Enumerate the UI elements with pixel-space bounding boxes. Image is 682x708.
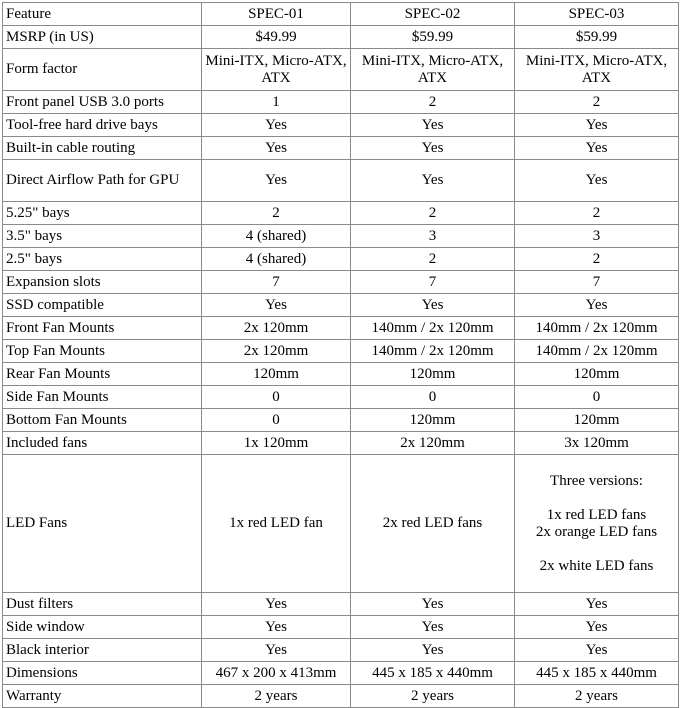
led-fan-option-line: Three versions: xyxy=(550,472,643,489)
spec-01-value: 4 (shared) xyxy=(202,248,351,271)
table-row xyxy=(3,294,679,317)
spec-03-value: 2 years xyxy=(515,685,679,708)
spec-01-value: Yes xyxy=(202,137,351,160)
feature-cell: Rear Fan Mounts xyxy=(3,363,202,386)
spec-02-value: Yes xyxy=(351,593,515,616)
spec-03-value: $59.99 xyxy=(515,26,679,49)
spec-03-value: 7 xyxy=(515,271,679,294)
table-row xyxy=(3,386,679,409)
spec-03-value: 3x 120mm xyxy=(515,432,679,455)
feature-cell: MSRP (in US) xyxy=(3,26,202,49)
header-row xyxy=(3,3,679,26)
feature-cell: Front Fan Mounts xyxy=(3,317,202,340)
feature-cell: Included fans xyxy=(3,432,202,455)
table-row xyxy=(3,248,679,271)
spec-03-value: 0 xyxy=(515,386,679,409)
table-row xyxy=(3,317,679,340)
spec-03-value: 3 xyxy=(515,225,679,248)
spec-02-value: Yes xyxy=(351,137,515,160)
spec-01-value: 0 xyxy=(202,386,351,409)
spec-01-value: Yes xyxy=(202,616,351,639)
spec-03-value: 2 xyxy=(515,248,679,271)
spec-03-value: 2 xyxy=(515,91,679,114)
feature-cell: 5.25" bays xyxy=(3,202,202,225)
led-fan-option-line xyxy=(518,541,675,558)
spec-03-value: Mini-ITX, Micro-ATX, ATX xyxy=(515,49,679,91)
feature-cell: Top Fan Mounts xyxy=(3,340,202,363)
table-row xyxy=(3,662,679,685)
spec-03-value: 120mm xyxy=(515,409,679,432)
spec-02-value: 2 xyxy=(351,202,515,225)
spec-02-value: 2 xyxy=(351,248,515,271)
spec-02-value: Mini-ITX, Micro-ATX, ATX xyxy=(351,49,515,91)
spec-comparison-table xyxy=(2,2,679,708)
feature-cell: Side Fan Mounts xyxy=(3,386,202,409)
spec-02-value: Yes xyxy=(351,616,515,639)
feature-cell: SSD compatible xyxy=(3,294,202,317)
feature-cell: Warranty xyxy=(3,685,202,708)
spec-01-value: Yes xyxy=(202,160,351,202)
spec-01-value: 1x red LED fan xyxy=(202,455,351,593)
spec-01-value: 2 years xyxy=(202,685,351,708)
feature-cell: LED Fans xyxy=(3,455,202,593)
spec-01-value: Yes xyxy=(202,114,351,137)
spec-03-value xyxy=(515,455,679,593)
spec-01-value: 1x 120mm xyxy=(202,432,351,455)
table-row xyxy=(3,593,679,616)
spec-03-value: Yes xyxy=(515,137,679,160)
spec-01-value: 4 (shared) xyxy=(202,225,351,248)
table-row xyxy=(3,137,679,160)
spec-02-value: 7 xyxy=(351,271,515,294)
spec-01-value: 0 xyxy=(202,409,351,432)
table-row xyxy=(3,160,679,202)
header-spec-01: SPEC-01 xyxy=(202,3,351,26)
table-row xyxy=(3,225,679,248)
spec-02-value: $59.99 xyxy=(351,26,515,49)
spec-03-value: Yes xyxy=(515,294,679,317)
spec-02-value: 2 xyxy=(351,91,515,114)
spec-01-value: Yes xyxy=(202,294,351,317)
spec-02-value: 2x red LED fans xyxy=(351,455,515,593)
feature-cell: Built-in cable routing xyxy=(3,137,202,160)
feature-cell: Side window xyxy=(3,616,202,639)
feature-cell: Expansion slots xyxy=(3,271,202,294)
spec-03-value: Yes xyxy=(515,616,679,639)
header-spec-02: SPEC-02 xyxy=(351,3,515,26)
table-row xyxy=(3,455,679,593)
led-fan-option-line: 2x white LED fans xyxy=(539,557,654,574)
feature-cell: Direct Airflow Path for GPU xyxy=(3,160,202,202)
feature-cell: Dimensions xyxy=(3,662,202,685)
feature-cell: Black interior xyxy=(3,639,202,662)
table-row xyxy=(3,616,679,639)
spec-02-value: 445 x 185 x 440mm xyxy=(351,662,515,685)
led-fan-option-line: 2x orange LED fans xyxy=(535,523,658,540)
led-fan-option-line: 1x red LED fans xyxy=(546,506,647,523)
spec-03-value: 140mm / 2x 120mm xyxy=(515,317,679,340)
led-fan-option-line xyxy=(518,490,675,507)
table-row xyxy=(3,363,679,386)
spec-01-value: Mini-ITX, Micro-ATX, ATX xyxy=(202,49,351,91)
spec-01-value: Yes xyxy=(202,593,351,616)
spec-02-value: 0 xyxy=(351,386,515,409)
table-row xyxy=(3,26,679,49)
spec-01-value: 467 x 200 x 413mm xyxy=(202,662,351,685)
spec-01-value: 2 xyxy=(202,202,351,225)
header-feature: Feature xyxy=(3,3,202,26)
table-row xyxy=(3,685,679,708)
spec-02-value: Yes xyxy=(351,639,515,662)
table-row xyxy=(3,271,679,294)
spec-02-value: 140mm / 2x 120mm xyxy=(351,317,515,340)
spec-03-value: 140mm / 2x 120mm xyxy=(515,340,679,363)
table-row xyxy=(3,340,679,363)
spec-02-value: Yes xyxy=(351,294,515,317)
spec-02-value: 140mm / 2x 120mm xyxy=(351,340,515,363)
spec-03-value: Yes xyxy=(515,593,679,616)
table-row xyxy=(3,202,679,225)
spec-02-value: Yes xyxy=(351,160,515,202)
spec-01-value: 1 xyxy=(202,91,351,114)
spec-03-value: Yes xyxy=(515,639,679,662)
feature-cell: Dust filters xyxy=(3,593,202,616)
table-row xyxy=(3,91,679,114)
spec-02-value: 2 years xyxy=(351,685,515,708)
feature-cell: 3.5" bays xyxy=(3,225,202,248)
spec-01-value: 120mm xyxy=(202,363,351,386)
spec-03-value: Yes xyxy=(515,114,679,137)
feature-cell: Bottom Fan Mounts xyxy=(3,409,202,432)
spec-03-value: 120mm xyxy=(515,363,679,386)
spec-01-value: 7 xyxy=(202,271,351,294)
spec-01-value: Yes xyxy=(202,639,351,662)
table-row xyxy=(3,49,679,91)
spec-01-value: 2x 120mm xyxy=(202,317,351,340)
spec-03-value: Yes xyxy=(515,160,679,202)
spec-03-value: 2 xyxy=(515,202,679,225)
feature-cell: Tool-free hard drive bays xyxy=(3,114,202,137)
table-row xyxy=(3,409,679,432)
spec-02-value: 3 xyxy=(351,225,515,248)
spec-01-value: 2x 120mm xyxy=(202,340,351,363)
feature-cell: Form factor xyxy=(3,49,202,91)
header-spec-03: SPEC-03 xyxy=(515,3,679,26)
feature-cell: Front panel USB 3.0 ports xyxy=(3,91,202,114)
spec-01-value: $49.99 xyxy=(202,26,351,49)
spec-02-value: 2x 120mm xyxy=(351,432,515,455)
feature-cell: 2.5" bays xyxy=(3,248,202,271)
table-row xyxy=(3,432,679,455)
spec-03-value: 445 x 185 x 440mm xyxy=(515,662,679,685)
table-row xyxy=(3,114,679,137)
spec-table-body xyxy=(3,3,679,708)
table-row xyxy=(3,639,679,662)
spec-02-value: Yes xyxy=(351,114,515,137)
spec-02-value: 120mm xyxy=(351,363,515,386)
spec-02-value: 120mm xyxy=(351,409,515,432)
